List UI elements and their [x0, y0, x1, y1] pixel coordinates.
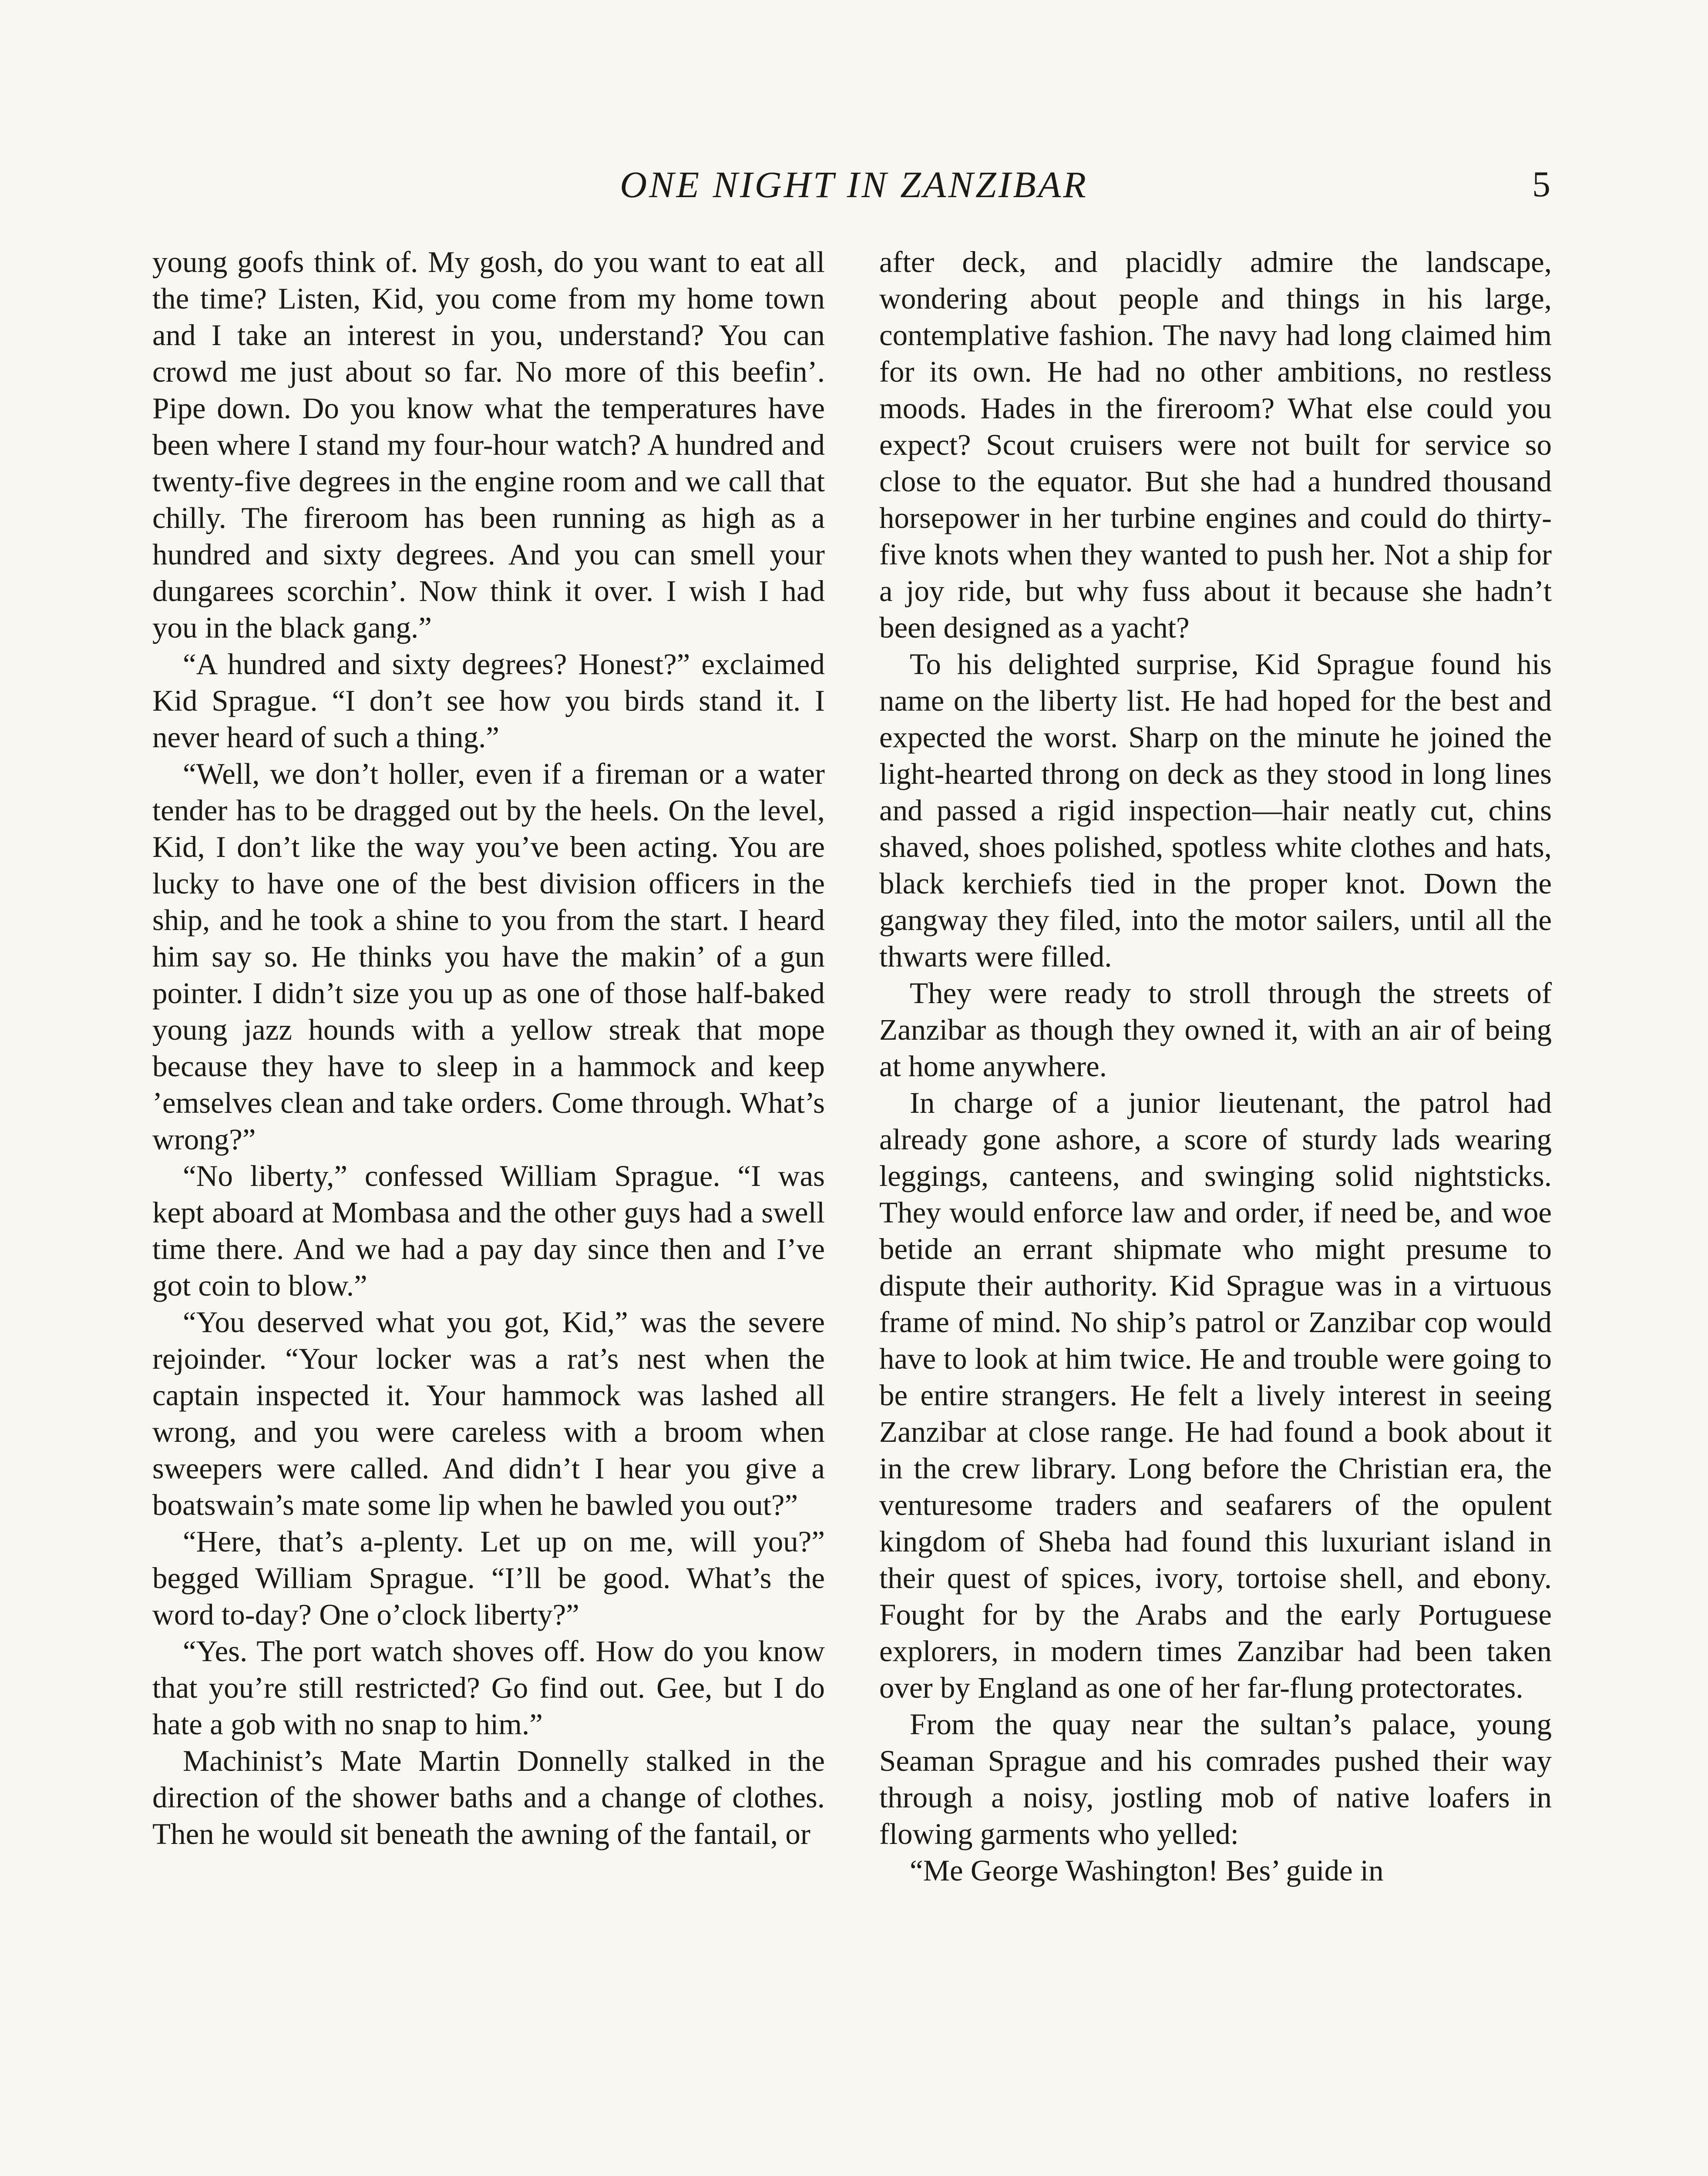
paragraph: Machinist’s Mate Martin Donnelly stalked in the direction of the shower baths and a change of clothes. Then he would sit beneath the awning of the fantail, or	[152, 1744, 825, 1850]
page-number: 5	[1532, 164, 1550, 205]
paragraph: “Well, we don’t holler, even if a fireman or a water tender has to be dragged out by the heels. On the level, Kid, I don’t like the way you’ve been acting. You are lucky to have one of the best division officers in the ship, and he took a shine to you from the start. I heard him say so. He thinks you have the makin’ of a gun pointer. I didn’t size you up as one of those half-baked young jazz hounds with a yellow streak that mope because they have to sleep in a hammock and keep ’emselves clean and take orders. Come through. What’s wrong?”	[152, 757, 825, 1156]
paragraph: “You deserved what you got, Kid,” was the severe rejoinder. “Your locker was a rat’s nest when the captain inspected it. Your hammock was lashed all wrong, and you were careless with a broom when sweepers were called. And didn’t I hear you give a boatswain’s mate some lip when he bawled you out?”	[152, 1306, 825, 1521]
paragraph: “Me George Washington! Bes’ guide in	[910, 1854, 1384, 1887]
left-column	[152, 244, 825, 1852]
paragraph: young goofs think of. My gosh, do you want to eat all the time? Listen, Kid, you come from my home town and I take an interest in you, understand? You can crowd me just about so far. No more of this beefin’. Pipe down. Do you know what the temperatures have been where I stand my four-hour watch? A hundred and twenty-five degrees in the engine room and we call that chilly. The fireroom has been running as high as a hundred and sixty degrees. And you can smell your dungarees scorchin’. Now think it over. I wish I had you in the black gang.”	[152, 245, 825, 644]
paragraph: “A hundred and sixty degrees? Honest?” exclaimed Kid Sprague. “I don’t see how you birds stand it. I never heard of such a thing.”	[152, 648, 825, 754]
paragraph: “Here, that’s a-plenty. Let up on me, will you?” begged William Sprague. “I’ll be good. What’s the word to-day? One o’clock liberty?”	[152, 1525, 825, 1631]
paragraph: after deck, and placidly admire the landscape, wondering about people and things in his large, contemplative fashion. The navy had long claimed him for its own. He had no other ambitions, no restless moods. Hades in the fireroom? What else could you expect? Scout cruisers were not built for service so close to the equator. But she had a hundred thousand horsepower in her turbine engines and could do thirty-five knots when they wanted to push her. Not a ship for a joy ride, but why fuss about it because she hadn’t been designed as a yacht?	[879, 245, 1552, 644]
paragraph: From the quay near the sultan’s palace, young Seaman Sprague and his comrades pushed their way through a noisy, jostling mob of native loafers in flowing garments who yelled:	[879, 1708, 1552, 1850]
paragraph: In charge of a junior lieutenant, the patrol had already gone ashore, a score of sturdy lads wearing leggings, canteens, and swinging solid nightsticks. They would enforce law and order, if need be, and woe betide an errant shipmate who might presume to dispute their authority. Kid Sprague was in a virtuous frame of mind. No ship’s patrol or Zanzibar cop would have to look at him twice. He and trouble were going to be entire strangers. He felt a lively interest in seeing Zanzibar at close range. He had found a book about it in the crew library. Long before the Christian era, the venturesome traders and seafarers of the opulent kingdom of Sheba had found this luxuriant island in their quest of spices, ivory, tortoise shell, and ebony. Fought for by the Arabs and the early Portuguese explorers, in modern times Zanzibar had been taken over by England as one of her far-flung protectorates.	[879, 1086, 1552, 1704]
paragraph: “No liberty,” confessed William Sprague. “I was kept aboard at Mombasa and the other guys had a swell time there. And we had a pay day since then and I’ve got coin to blow.”	[152, 1159, 825, 1302]
running-title: ONE NIGHT IN ZANZIBAR	[620, 164, 1088, 205]
right-column	[879, 244, 1552, 1889]
paragraph: To his delighted surprise, Kid Sprague found his name on the liberty list. He had hoped for the best and expected the worst. Sharp on the minute he joined the light-hearted throng on deck as they stood in long lines and passed a rigid inspection—hair neatly cut, chins shaved, shoes polished, spotless white clothes and hats, black kerchiefs tied in the proper knot. Down the gangway they filed, into the motor sailers, until all the thwarts were filled.	[879, 648, 1552, 973]
paragraph: “Yes. The port watch shoves off. How do you know that you’re still restricted? Go find out. Gee, but I do hate a gob with no snap to him.”	[152, 1635, 825, 1741]
paragraph: They were ready to stroll through the streets of Zanzibar as though they owned it, with an air of being at home anywhere.	[879, 977, 1552, 1083]
